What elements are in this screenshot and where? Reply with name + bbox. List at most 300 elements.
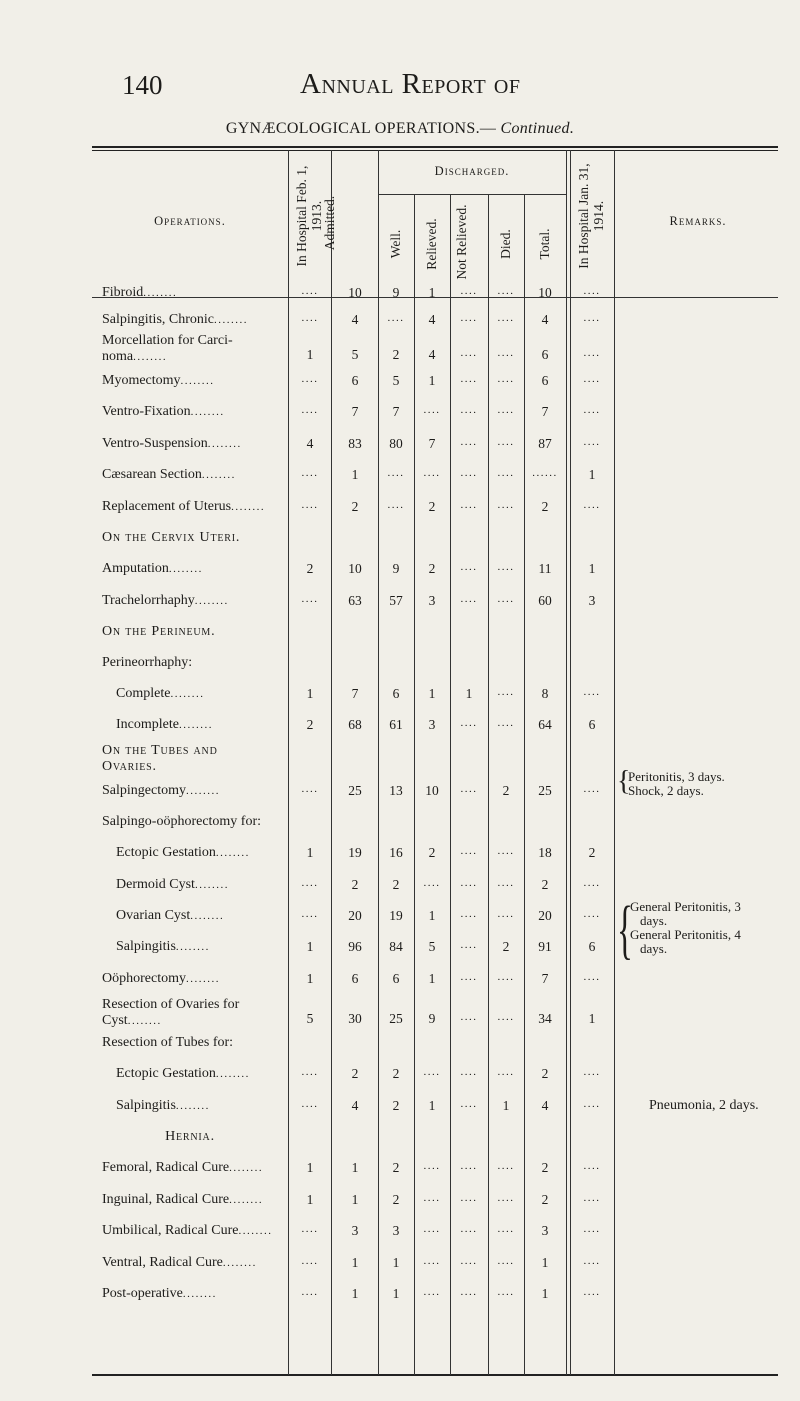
cell-rel: 7 (428, 436, 436, 451)
cell-rel: 9 (428, 1011, 436, 1026)
cell-feb: .... (301, 1223, 319, 1235)
cell-notrel: .... (460, 845, 478, 857)
cell-notrel: .... (460, 971, 478, 983)
cell-total: 10 (538, 285, 552, 300)
cell-died: .... (497, 593, 515, 605)
cell-died: 2 (502, 939, 510, 954)
cell-died: .... (497, 1192, 515, 1204)
leader-dots: ........ (190, 910, 225, 922)
cell-rel: 1 (428, 1098, 436, 1113)
cell-notrel: .... (460, 908, 478, 920)
cell-died: .... (497, 877, 515, 889)
cell-adm: 25 (348, 783, 362, 798)
cell-adm: 1 (351, 1192, 359, 1207)
cell-well: 9 (392, 285, 400, 300)
discharged-rule (378, 194, 566, 195)
cell-rel: 4 (428, 347, 436, 362)
cell-feb: 2 (306, 561, 314, 576)
cell-adm: 7 (351, 404, 359, 419)
operation-label-text: Resection of Tubes for: (102, 1035, 234, 1050)
operation-label-text: Fibroid (102, 285, 144, 300)
cell-rel: 2 (428, 845, 436, 860)
leader-dots: ........ (229, 1194, 264, 1206)
cell-well: 2 (392, 1098, 400, 1113)
cell-total: 18 (538, 845, 552, 860)
operation-label (102, 593, 229, 609)
cell-adm: 1 (351, 1286, 359, 1301)
operation-label-text: Salpingitis, Chronic (102, 312, 214, 327)
section-heading (92, 1129, 288, 1145)
cell-notrel: .... (460, 1255, 478, 1267)
cell-notrel: 1 (465, 686, 473, 701)
cell-notrel: .... (460, 561, 478, 573)
leader-dots: ........ (229, 1162, 264, 1174)
header-died: Died. (498, 229, 513, 259)
cell-adm: 1 (351, 467, 359, 482)
cell-well: 80 (389, 436, 403, 451)
cell-jan: .... (583, 877, 601, 889)
section-heading (102, 624, 215, 640)
cell-died: .... (497, 404, 515, 416)
cell-rel: 1 (428, 686, 436, 701)
cell-died: .... (497, 312, 515, 324)
cell-well: 7 (392, 404, 400, 419)
cell-feb: .... (301, 1066, 319, 1078)
cell-died: 2 (502, 783, 510, 798)
leader-dots: ........ (190, 406, 225, 418)
operation-label-text: Umbilical, Radical Cure (102, 1223, 239, 1238)
operation-label-text: Trachelorrhaphy (102, 593, 195, 608)
operation-label-text: Morcellation for Carci- (102, 333, 233, 348)
cell-adm: 30 (348, 1011, 362, 1026)
cell-feb: .... (301, 467, 319, 479)
operation-label-text: Dermoid Cyst (116, 877, 195, 892)
section-heading (102, 530, 240, 546)
cell-died: .... (497, 908, 515, 920)
cell-notrel: .... (460, 404, 478, 416)
leader-dots: ........ (194, 595, 229, 607)
operation-label (116, 717, 213, 733)
cell-total: 7 (541, 971, 549, 986)
cell-jan: 1 (588, 1011, 596, 1026)
operation-label-text: Salpingectomy (102, 783, 186, 798)
leader-dots: ........ (215, 1068, 250, 1080)
operation-label (102, 404, 225, 420)
leader-dots: ........ (215, 847, 250, 859)
cell-well: 6 (392, 971, 400, 986)
cell-jan: 6 (588, 939, 596, 954)
remark-pneumonia: Pneumonia, 2 days. (649, 1098, 759, 1113)
running-title: Annual Report of (300, 68, 521, 100)
leader-dots: ........ (182, 1288, 217, 1300)
cell-feb: .... (301, 312, 319, 324)
header-total: Total. (537, 228, 552, 260)
operation-label (116, 1098, 210, 1114)
cell-total: 8 (541, 686, 549, 701)
cell-adm: 4 (351, 1098, 359, 1113)
cell-rel: .... (423, 1286, 441, 1298)
cell-adm: 10 (348, 285, 362, 300)
cell-jan: 2 (588, 845, 596, 860)
leader-dots: ........ (231, 501, 266, 513)
cell-adm: 1 (351, 1255, 359, 1270)
cell-notrel: .... (460, 1286, 478, 1298)
cell-notrel: .... (460, 1160, 478, 1172)
cell-well: 84 (389, 939, 403, 954)
header-relieved: Relieved. (424, 218, 439, 270)
operation-label (102, 997, 239, 1029)
cell-died: .... (497, 1066, 515, 1078)
leader-dots: ........ (133, 351, 168, 363)
cell-died: .... (497, 1011, 515, 1023)
cell-rel: .... (423, 467, 441, 479)
cell-total: 7 (541, 404, 549, 419)
cell-well: 2 (392, 1160, 400, 1175)
cell-total: 11 (538, 561, 552, 576)
operation-label-text: Cyst (102, 1013, 128, 1028)
operation-label-text: Complete (116, 686, 171, 701)
cell-rel: 3 (428, 717, 436, 732)
cell-total: 2 (541, 877, 549, 892)
operation-label-text: Salpingo-oöphorectomy for: (102, 814, 262, 829)
top-rule (92, 146, 778, 148)
cell-rel: 1 (428, 908, 436, 923)
operation-label (102, 333, 233, 365)
cell-jan: .... (583, 347, 601, 359)
cell-total: 4 (541, 1098, 549, 1113)
operation-label (102, 561, 203, 577)
operation-label (116, 939, 210, 955)
cell-total: 1 (541, 1255, 549, 1270)
header-admitted: Admitted. (322, 195, 337, 251)
header-discharged: Discharged. (434, 164, 510, 178)
cell-notrel: .... (460, 783, 478, 795)
cell-died: .... (497, 845, 515, 857)
leader-dots: ........ (214, 314, 248, 326)
cell-well: 3 (392, 1223, 400, 1238)
operation-label (102, 467, 236, 483)
cell-notrel: .... (460, 1011, 478, 1023)
cell-well: 6 (392, 686, 400, 701)
cell-jan: .... (583, 686, 601, 698)
operation-label-text: Perineorrhaphy: (102, 655, 193, 670)
operation-label-text: Hernia. (165, 1129, 215, 1144)
cell-jan: .... (583, 404, 601, 416)
remark-salpingitis-4: days. (640, 941, 668, 956)
cell-died: .... (497, 1255, 515, 1267)
cell-died: .... (497, 347, 515, 359)
leader-dots: ........ (175, 941, 210, 953)
cell-notrel: .... (460, 373, 478, 385)
cell-adm: 4 (351, 312, 359, 327)
operation-label (102, 783, 220, 799)
cell-adm: 83 (348, 436, 362, 451)
operation-label (116, 877, 229, 893)
cell-jan: .... (583, 1255, 601, 1267)
cell-adm: 3 (351, 1223, 359, 1238)
cell-died: .... (497, 717, 515, 729)
page-number: 140 (122, 70, 163, 100)
cell-total: 2 (541, 1192, 549, 1207)
cell-feb: 1 (306, 1192, 314, 1207)
cell-jan: 1 (588, 561, 596, 576)
cell-rel: 2 (428, 561, 436, 576)
leader-dots: ........ (143, 287, 178, 299)
operation-label-text: Inguinal, Radical Cure (102, 1192, 230, 1207)
operation-label-text: Resection of Ovaries for (102, 997, 240, 1012)
cell-notrel: .... (460, 1066, 478, 1078)
cell-feb: 1 (306, 1160, 314, 1175)
cell-rel: .... (423, 404, 441, 416)
cell-well: .... (387, 467, 405, 479)
cell-total: 1 (541, 1286, 549, 1301)
cell-feb: .... (301, 1255, 319, 1267)
operation-label-text: Cæsarean Section (102, 467, 202, 482)
leader-dots: ........ (222, 1257, 257, 1269)
cell-notrel: .... (460, 1192, 478, 1204)
cell-jan: .... (583, 971, 601, 983)
bottom-rule (92, 1374, 778, 1376)
top-rule-thin (92, 150, 778, 151)
cell-rel: 3 (428, 593, 436, 608)
cell-well: 25 (389, 1011, 403, 1026)
cell-notrel: .... (460, 467, 478, 479)
section-heading (102, 655, 192, 671)
cell-well: 1 (392, 1255, 400, 1270)
col-divider (288, 150, 289, 1375)
operation-label-text: Salpingitis (116, 939, 176, 954)
operation-label (102, 1192, 263, 1208)
cell-total: 6 (541, 347, 549, 362)
cell-feb: .... (301, 499, 319, 511)
operation-label (116, 686, 204, 702)
cell-died: .... (497, 373, 515, 385)
cell-total: 2 (541, 499, 549, 514)
cell-rel: 1 (428, 971, 436, 986)
cell-rel: 4 (428, 312, 436, 327)
cell-jan: .... (583, 1286, 601, 1298)
operation-label (102, 971, 220, 987)
cell-adm: 19 (348, 845, 362, 860)
col-divider (566, 150, 567, 1375)
col-divider (614, 150, 615, 1375)
operation-label-text: Myomectomy (102, 373, 181, 388)
cell-well: 2 (392, 877, 400, 892)
cell-total: 4 (541, 312, 549, 327)
cell-jan: .... (583, 1160, 601, 1172)
cell-feb: 1 (306, 845, 314, 860)
cell-adm: 2 (351, 499, 359, 514)
operation-label-text: Ventro-Fixation (102, 404, 191, 419)
cell-rel: 2 (428, 499, 436, 514)
cell-adm: 63 (348, 593, 362, 608)
remark-brace: { (617, 766, 631, 797)
leader-dots: ........ (168, 563, 203, 575)
cell-feb: .... (301, 593, 319, 605)
cell-feb: 1 (306, 347, 314, 362)
cell-adm: 6 (351, 373, 359, 388)
cell-rel: 1 (428, 285, 436, 300)
col-divider (570, 150, 571, 1375)
operation-label-text: Ectopic Gestation (116, 845, 216, 860)
cell-total: 91 (538, 939, 552, 954)
operation-label (102, 1160, 263, 1176)
leader-dots: ........ (180, 375, 215, 387)
operation-label-text: Ventro-Suspension (102, 436, 208, 451)
operation-label-text: Replacement of Uterus (102, 499, 232, 514)
cell-well: 2 (392, 1192, 400, 1207)
cell-rel: .... (423, 1255, 441, 1267)
cell-rel: .... (423, 1066, 441, 1078)
cell-feb: .... (301, 373, 319, 385)
cell-notrel: .... (460, 877, 478, 889)
cell-total: ...... (532, 467, 558, 479)
header-operations: Operations. (154, 214, 226, 228)
cell-adm: 20 (348, 908, 362, 923)
operation-label (102, 1223, 272, 1239)
cell-total: 60 (538, 593, 552, 608)
cell-adm: 1 (351, 1160, 359, 1175)
operation-label-text: On the Perineum. (102, 624, 216, 639)
cell-notrel: .... (460, 1223, 478, 1235)
header-in-hospital-jan: In Hospital Jan. 31, 1914. (576, 163, 606, 269)
cell-well: 5 (392, 373, 400, 388)
operation-label (116, 845, 250, 861)
remark-brace: { (617, 893, 633, 966)
cell-jan: .... (583, 908, 601, 920)
operation-label (102, 285, 177, 301)
cell-jan: .... (583, 373, 601, 385)
cell-feb: 2 (306, 717, 314, 732)
cell-well: 2 (392, 347, 400, 362)
cell-feb: 1 (306, 971, 314, 986)
cell-died: .... (497, 971, 515, 983)
operation-label (116, 1066, 250, 1082)
cell-notrel: .... (460, 347, 478, 359)
cell-feb: .... (301, 1098, 319, 1110)
cell-jan: 1 (588, 467, 596, 482)
leader-dots: ........ (127, 1015, 162, 1027)
operation-label-text: Ovarian Cyst (116, 908, 191, 923)
cell-adm: 6 (351, 971, 359, 986)
cell-total: 20 (538, 908, 552, 923)
cell-total: 34 (538, 1011, 552, 1026)
cell-feb: 1 (306, 939, 314, 954)
operation-label (102, 436, 242, 452)
cell-died: .... (497, 1160, 515, 1172)
cell-died: .... (497, 285, 515, 297)
section-heading (102, 743, 218, 775)
cell-feb: .... (301, 1286, 319, 1298)
leader-dots: ........ (186, 785, 220, 797)
cell-adm: 10 (348, 561, 362, 576)
cell-well: 16 (389, 845, 403, 860)
operation-label-text: Femoral, Radical Cure (102, 1160, 230, 1175)
operation-label-text: On the Cervix Uteri. (102, 530, 241, 545)
cell-died: .... (497, 467, 515, 479)
cell-total: 2 (541, 1160, 549, 1175)
cell-well: 19 (389, 908, 403, 923)
section-heading (102, 814, 261, 830)
table-title: GYNÆCOLOGICAL OPERATIONS.— Continued. (225, 120, 575, 137)
cell-total: 2 (541, 1066, 549, 1081)
cell-died: 1 (502, 1098, 510, 1113)
cell-feb: .... (301, 404, 319, 416)
cell-rel: .... (423, 1223, 441, 1235)
cell-died: .... (497, 499, 515, 511)
cell-well: .... (387, 499, 405, 511)
operation-label (116, 908, 224, 924)
cell-rel: .... (423, 1192, 441, 1204)
cell-well: 2 (392, 1066, 400, 1081)
operation-label (102, 499, 265, 515)
cell-jan: .... (583, 783, 601, 795)
cell-feb: 5 (306, 1011, 314, 1026)
operation-label (102, 312, 248, 328)
cell-notrel: .... (460, 593, 478, 605)
cell-adm: 96 (348, 939, 362, 954)
header-well: Well. (388, 229, 403, 259)
leader-dots: ........ (185, 973, 220, 985)
cell-notrel: .... (460, 499, 478, 511)
cell-well: 1 (392, 1286, 400, 1301)
remark-salpingitis-2: days. (640, 913, 668, 928)
cell-died: .... (497, 436, 515, 448)
cell-rel: 5 (428, 939, 436, 954)
operation-label-text: Ventral, Radical Cure (102, 1255, 223, 1270)
cell-rel: .... (423, 877, 441, 889)
cell-adm: 5 (351, 347, 359, 362)
header-in-hospital-feb: In Hospital Feb. 1, 1913. (294, 165, 324, 267)
cell-total: 64 (538, 717, 552, 732)
cell-rel: .... (423, 1160, 441, 1172)
cell-well: 13 (389, 783, 403, 798)
operation-label-text: Salpingitis (116, 1098, 176, 1113)
cell-jan: .... (583, 1192, 601, 1204)
remark-salpingitis-3: General Peritonitis, 4 (630, 927, 741, 942)
cell-feb: .... (301, 285, 319, 297)
cell-jan: .... (583, 285, 601, 297)
leader-dots: ........ (194, 879, 229, 891)
cell-well: .... (387, 312, 405, 324)
cell-rel: 1 (428, 373, 436, 388)
cell-jan: .... (583, 436, 601, 448)
cell-jan: 6 (588, 717, 596, 732)
operation-label (102, 373, 215, 389)
header-remarks: Remarks. (669, 214, 727, 228)
cell-jan: 3 (588, 593, 596, 608)
cell-well: 9 (392, 561, 400, 576)
cell-total: 6 (541, 373, 549, 388)
cell-feb: .... (301, 908, 319, 920)
leader-dots: ........ (170, 688, 205, 700)
cell-notrel: .... (460, 1098, 478, 1110)
operation-label-text: Incomplete (116, 717, 179, 732)
col-divider (331, 150, 332, 1375)
cell-notrel: .... (460, 939, 478, 951)
leader-dots: ........ (238, 1225, 273, 1237)
cell-notrel: .... (460, 717, 478, 729)
leader-dots: ........ (201, 469, 236, 481)
operation-label-text: Oöphorectomy (102, 971, 186, 986)
leader-dots: ........ (175, 1100, 210, 1112)
cell-rel: 10 (425, 783, 439, 798)
header-not-relieved: Not Relieved. (454, 204, 469, 280)
cell-well: 61 (389, 717, 403, 732)
cell-total: 3 (541, 1223, 549, 1238)
cell-well: 57 (389, 593, 403, 608)
cell-adm: 2 (351, 877, 359, 892)
